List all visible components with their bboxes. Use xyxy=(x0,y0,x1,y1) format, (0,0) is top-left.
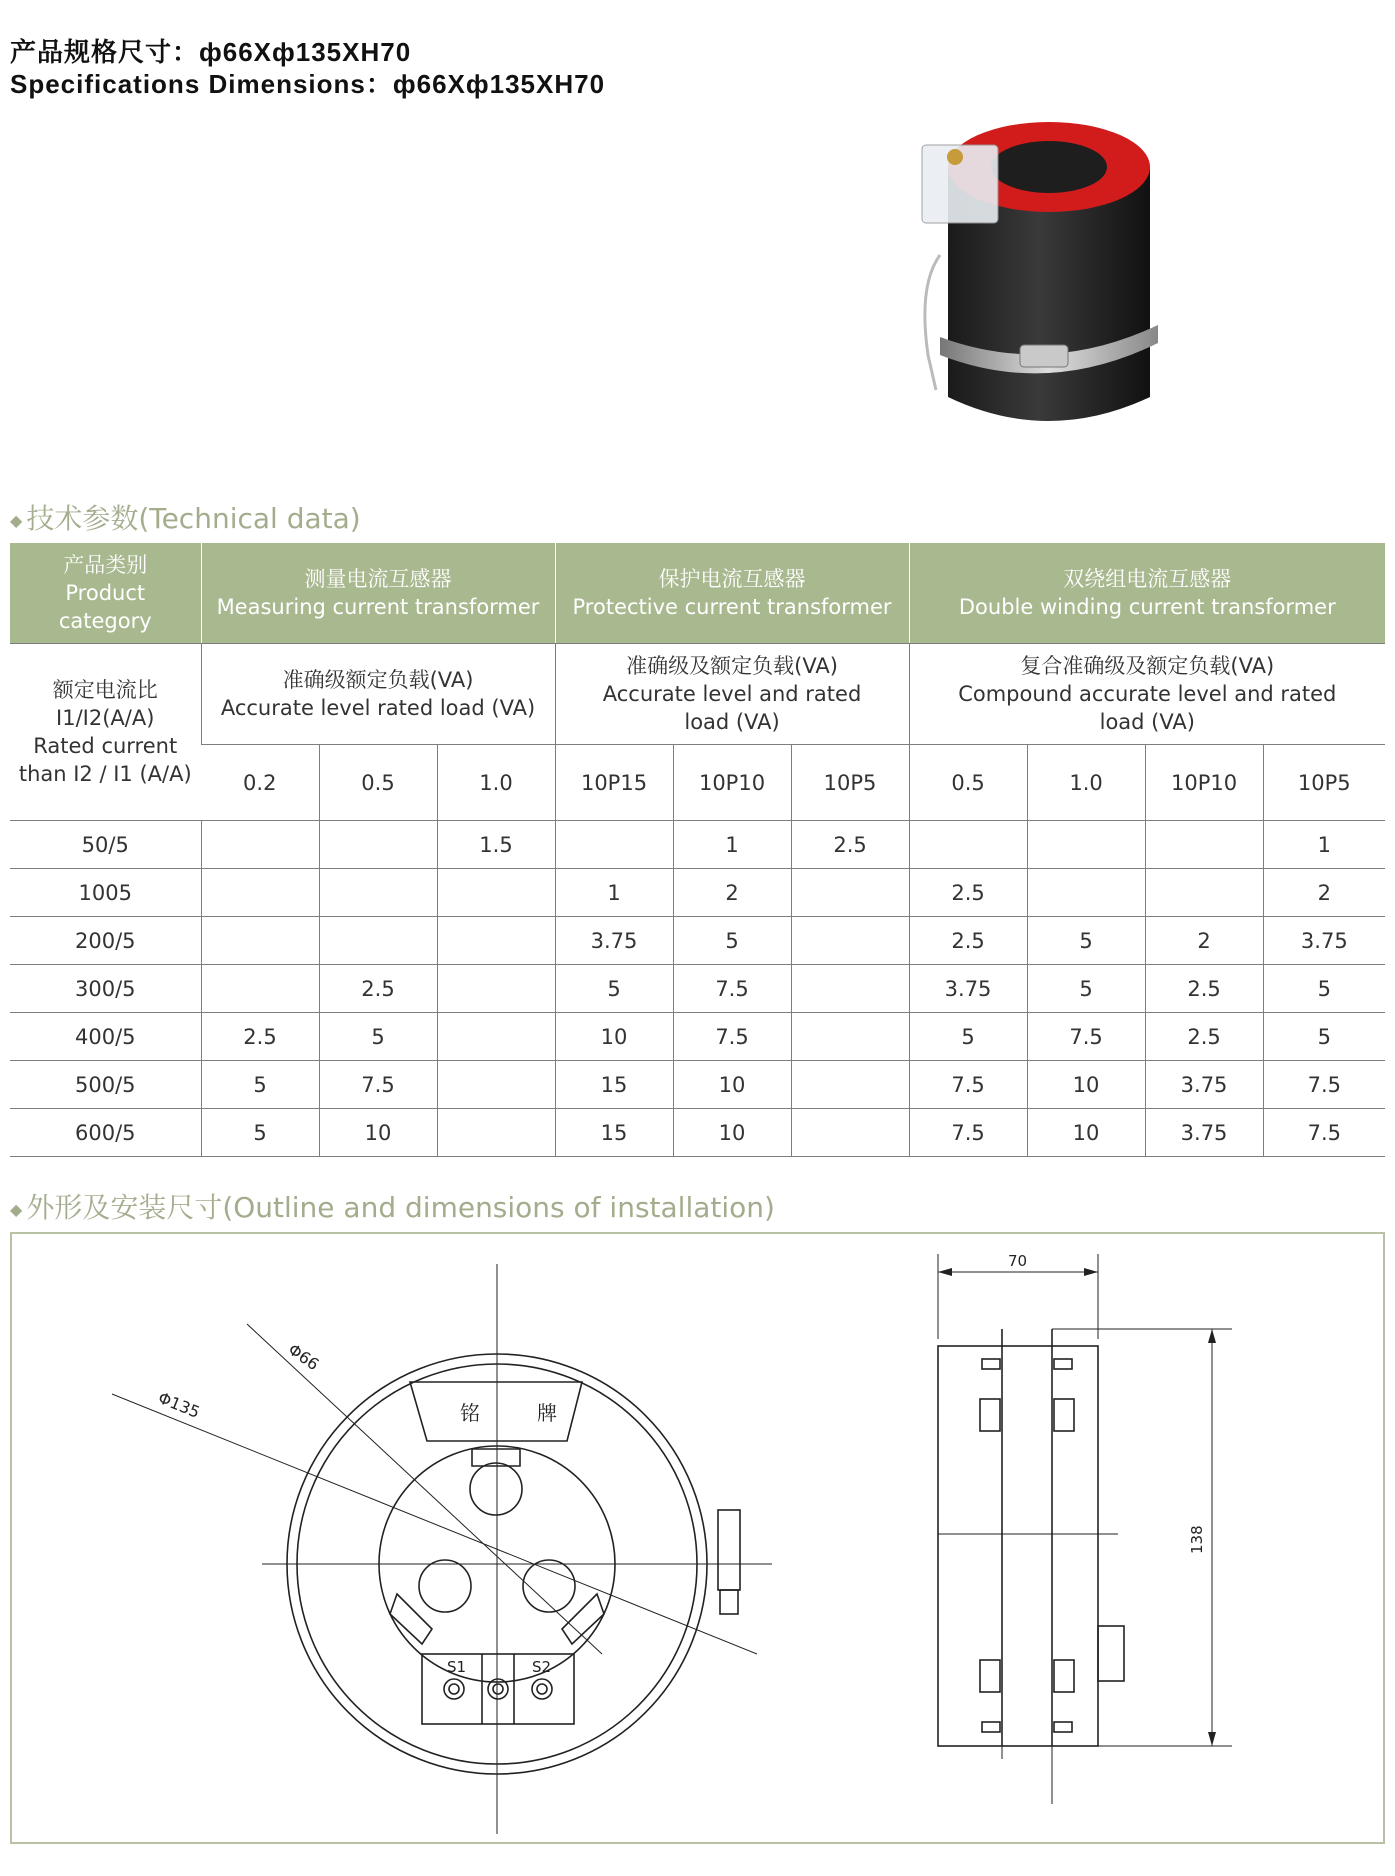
load-cell xyxy=(201,965,319,1013)
load-cell: 2 xyxy=(673,869,791,917)
table-row xyxy=(10,1013,1385,1061)
rated-ratio-cell: 200/5 xyxy=(10,917,201,965)
technical-data-title: 技术参数(Technical data) xyxy=(26,502,361,535)
class-cell: 0.5 xyxy=(909,745,1027,821)
spec-heading xyxy=(10,36,605,100)
class-cell: 1.0 xyxy=(1027,745,1145,821)
dim-height-label: 138 xyxy=(1188,1525,1206,1554)
load-cell: 7.5 xyxy=(673,1013,791,1061)
load-cell: 5 xyxy=(201,1109,319,1157)
table-subheader-row xyxy=(10,644,1385,745)
load-cell xyxy=(437,1013,555,1061)
load-cell: 5 xyxy=(909,1013,1027,1061)
nameplate-char-1: 铭 xyxy=(460,1401,480,1425)
nameplate-char-2: 牌 xyxy=(537,1401,557,1425)
load-cell: 3.75 xyxy=(909,965,1027,1013)
load-cell: 7.5 xyxy=(909,1061,1027,1109)
load-cell xyxy=(201,917,319,965)
load-cell: 2.5 xyxy=(319,965,437,1013)
header-double: 双绕组电流互感器 Double winding current transformer xyxy=(909,543,1385,644)
spec-line-cn: 产品规格尺寸：ф66Xф135XH70 xyxy=(10,37,412,67)
rated-ratio-cell: 1005 xyxy=(10,869,201,917)
load-cell: 1.5 xyxy=(437,821,555,869)
header-measuring: 测量电流互感器 Measuring current transformer xyxy=(201,543,555,644)
load-cell: 5 xyxy=(673,917,791,965)
load-cell: 5 xyxy=(1027,965,1145,1013)
table-row xyxy=(10,917,1385,965)
rated-ratio-cell: 50/5 xyxy=(10,821,201,869)
table-row xyxy=(10,869,1385,917)
s1-label: S1 xyxy=(447,1658,467,1676)
load-cell: 2.5 xyxy=(909,917,1027,965)
load-cell: 2.5 xyxy=(1145,965,1263,1013)
load-cell xyxy=(555,821,673,869)
load-cell xyxy=(791,965,909,1013)
load-cell: 15 xyxy=(555,1061,673,1109)
load-cell: 7.5 xyxy=(1263,1109,1385,1157)
load-cell: 7.5 xyxy=(319,1061,437,1109)
load-cell xyxy=(201,821,319,869)
header-protective: 保护电流互感器 Protective current transformer xyxy=(555,543,909,644)
table-header-row xyxy=(10,543,1385,644)
table-row xyxy=(10,1109,1385,1157)
table-row xyxy=(10,1061,1385,1109)
load-cell xyxy=(909,821,1027,869)
class-cell: 1.0 xyxy=(437,745,555,821)
diamond-bullet-icon: ◆ xyxy=(10,510,23,530)
load-cell xyxy=(1027,869,1145,917)
rated-ratio-cell: 500/5 xyxy=(10,1061,201,1109)
class-cell: 0.2 xyxy=(201,745,319,821)
load-cell: 3.75 xyxy=(1263,917,1385,965)
load-cell xyxy=(791,1061,909,1109)
outline-title: 外形及安装尺寸(Outline and dimensions of installation) xyxy=(26,1191,775,1224)
class-cell: 10P15 xyxy=(555,745,673,821)
dim-width-label: 70 xyxy=(1008,1252,1028,1270)
diamond-bullet-icon: ◆ xyxy=(10,1199,23,1219)
load-cell: 2.5 xyxy=(201,1013,319,1061)
product-photo xyxy=(900,115,1170,445)
load-cell: 3.75 xyxy=(1145,1061,1263,1109)
spec-line-en: Specifications Dimensions：ф66Xф135XH70 xyxy=(10,69,606,99)
load-cell xyxy=(791,1013,909,1061)
class-cell: 10P5 xyxy=(1263,745,1385,821)
load-cell xyxy=(437,869,555,917)
subheader-rated: 额定电流比 I1/I2(A/A) Rated current than I2 / I1 (A/A) xyxy=(10,644,201,821)
subheader-measuring: 准确级额定负载(VA) Accurate level rated load (VA) xyxy=(201,644,555,745)
load-cell xyxy=(791,869,909,917)
load-cell xyxy=(1145,821,1263,869)
load-cell: 10 xyxy=(673,1109,791,1157)
load-cell: 10 xyxy=(1027,1061,1145,1109)
technical-data-table xyxy=(10,543,1385,1157)
subheader-protective: 准确级及额定负载(VA) Accurate level and rated load (VA) xyxy=(555,644,909,745)
s2-label: S2 xyxy=(532,1658,552,1676)
load-cell xyxy=(1145,869,1263,917)
load-cell xyxy=(437,1061,555,1109)
load-cell: 3.75 xyxy=(1145,1109,1263,1157)
load-cell xyxy=(437,917,555,965)
load-cell: 2.5 xyxy=(791,821,909,869)
rated-ratio-cell: 300/5 xyxy=(10,965,201,1013)
table-body xyxy=(10,821,1385,1157)
header-category: 产品类别 Product category xyxy=(10,543,201,644)
load-cell xyxy=(1027,821,1145,869)
rated-ratio-cell: 400/5 xyxy=(10,1013,201,1061)
load-cell: 5 xyxy=(555,965,673,1013)
load-cell xyxy=(791,1109,909,1157)
load-cell: 7.5 xyxy=(909,1109,1027,1157)
class-cell: 0.5 xyxy=(319,745,437,821)
load-cell: 5 xyxy=(319,1013,437,1061)
load-cell: 7.5 xyxy=(1027,1013,1145,1061)
load-cell: 10 xyxy=(555,1013,673,1061)
table-row xyxy=(10,821,1385,869)
load-cell: 3.75 xyxy=(555,917,673,965)
drawing-svg xyxy=(12,1234,1387,1846)
phi66-label: Φ66 xyxy=(284,1339,323,1375)
load-cell xyxy=(791,917,909,965)
load-cell: 2 xyxy=(1145,917,1263,965)
load-cell: 2.5 xyxy=(1145,1013,1263,1061)
load-cell: 2 xyxy=(1263,869,1385,917)
class-cell: 10P10 xyxy=(673,745,791,821)
load-cell: 1 xyxy=(555,869,673,917)
class-cell: 10P10 xyxy=(1145,745,1263,821)
load-cell xyxy=(319,917,437,965)
load-cell: 7.5 xyxy=(1263,1061,1385,1109)
load-cell xyxy=(437,965,555,1013)
rated-ratio-cell: 600/5 xyxy=(10,1109,201,1157)
load-cell: 10 xyxy=(1027,1109,1145,1157)
load-cell: 5 xyxy=(1027,917,1145,965)
table-class-row xyxy=(10,745,1385,821)
subheader-double: 复合准确级及额定负载(VA) Compound accurate level and rated load (VA) xyxy=(909,644,1385,745)
load-cell: 5 xyxy=(1263,1013,1385,1061)
load-cell: 2.5 xyxy=(909,869,1027,917)
load-cell: 10 xyxy=(673,1061,791,1109)
load-cell xyxy=(319,869,437,917)
load-cell: 1 xyxy=(1263,821,1385,869)
installation-drawing xyxy=(10,1232,1385,1844)
load-cell: 1 xyxy=(673,821,791,869)
load-cell: 5 xyxy=(201,1061,319,1109)
load-cell: 15 xyxy=(555,1109,673,1157)
load-cell: 10 xyxy=(319,1109,437,1157)
class-cell: 10P5 xyxy=(791,745,909,821)
load-cell: 5 xyxy=(1263,965,1385,1013)
load-cell xyxy=(319,821,437,869)
table-row xyxy=(10,965,1385,1013)
load-cell: 7.5 xyxy=(673,965,791,1013)
outline-heading xyxy=(10,1186,775,1226)
technical-data-heading xyxy=(10,497,361,537)
phi135-label: Φ135 xyxy=(155,1388,203,1422)
load-cell xyxy=(201,869,319,917)
load-cell xyxy=(437,1109,555,1157)
